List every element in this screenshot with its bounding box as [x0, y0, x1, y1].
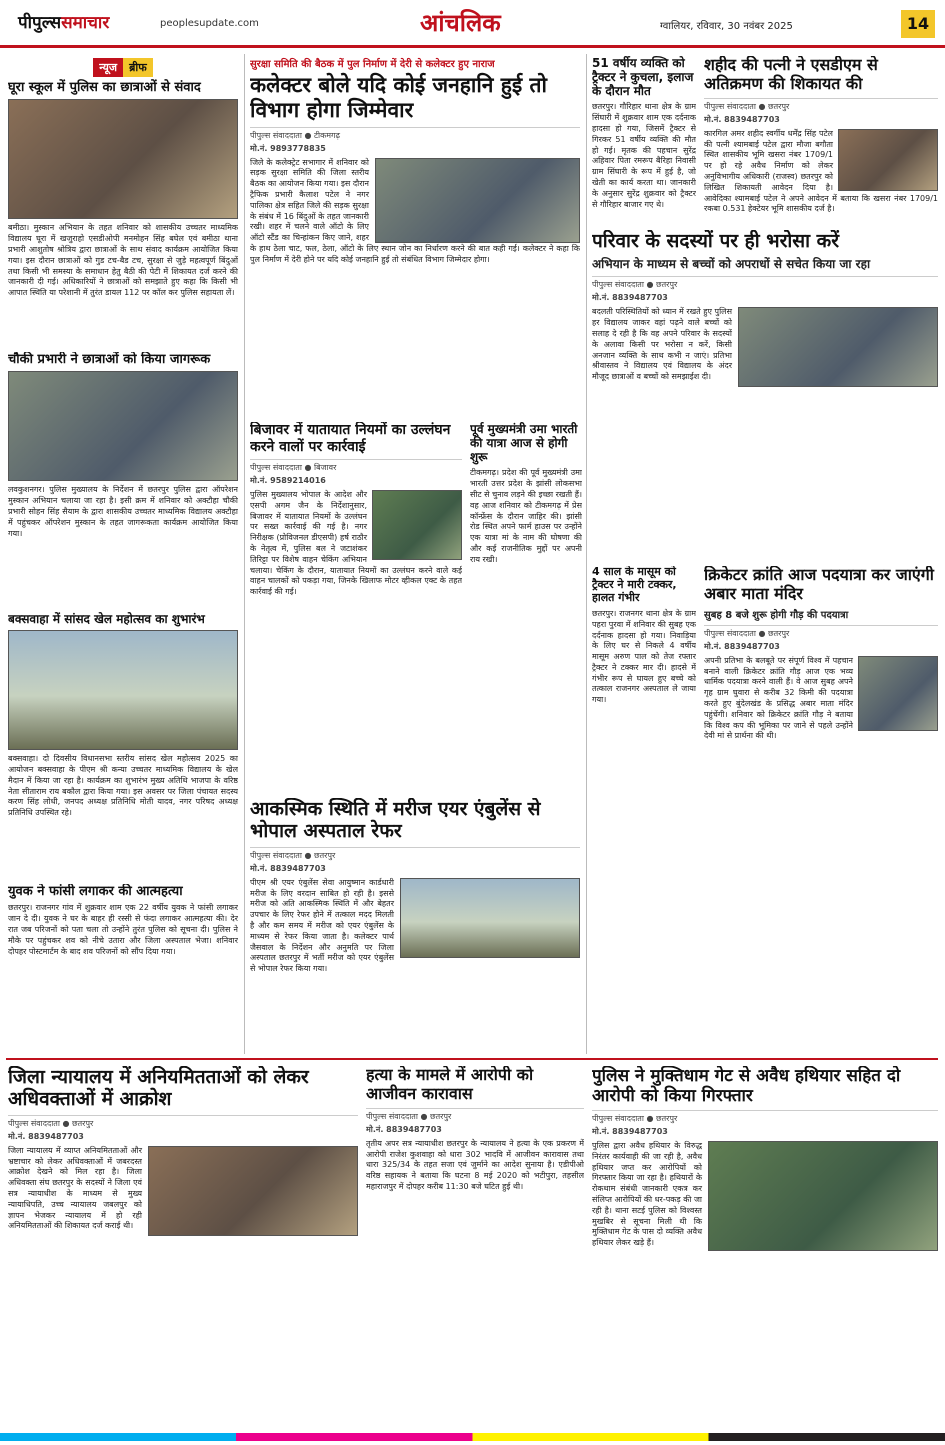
brand-left: पीपुल्स — [18, 13, 62, 33]
brand-right: समाचार — [61, 13, 110, 33]
byline: पीपुल्स संवाददाता ● टीकमगढ़ — [250, 130, 341, 140]
article-baxwaha-khel — [8, 612, 238, 874]
dateline: ग्वालियर, रविवार, 30 नवंबर 2025 — [660, 21, 793, 32]
mobile-number: मो.नं. 8839487703 — [592, 293, 668, 303]
article-body: तृतीय अपर सत्र न्यायाधीश छतरपुर के न्यायालय ने हत्या के एक प्रकरण में आरोपी राजेश कुशवाहा को धारा 302 भादवि में आजीवन कारावास तथा धारा 325/34 के तहत सजा एवं जुर्माने का आदेश सुनाया है। एडीपीओ वरिष्ठ सहायक ने बताया कि घटना 8 मई 2020 को भटीपुरा, तहसील महाराजपुर में दोपहर करीब 11:30 बजे घटित हुई थी। — [366, 1138, 584, 1191]
website-link[interactable]: peoplesupdate.com — [160, 18, 259, 29]
byline: पीपुल्स संवाददाता ● बिजावर — [250, 463, 337, 473]
mobile-number: मो.नं. 9589214016 — [250, 476, 326, 486]
mobile-number: मो.नं. 8839487703 — [592, 1127, 668, 1137]
article-family-trust — [592, 230, 938, 560]
mobile-number: मो.नं. 8839487703 — [366, 1124, 442, 1134]
article-illegal-weapons — [592, 1066, 938, 1426]
kicker: सुरक्षा समिति की बैठक में पुल निर्माण में देरी से कलेक्टर हुए नाराज — [250, 59, 495, 70]
article-collector — [250, 56, 580, 416]
mobile-number: मो.नं. 8839487703 — [8, 1131, 84, 1141]
subheadline: अभियान के माध्यम से बच्चों को अपराधों से सचेत किया जा रहा — [592, 257, 871, 272]
byline: पीपुल्स संवाददाता ● छतरपुर — [704, 628, 790, 638]
subheadline: सुबह 8 बजे शुरू होगी गौड़ की पदयात्रा — [704, 609, 849, 621]
headline[interactable]: पूर्व मुख्यमंत्री उमा भारती की यात्रा आज से होगी शुरू — [470, 422, 578, 465]
byline: पीपुल्स संवाददाता ● छतरपुर — [8, 1118, 94, 1128]
mobile-number: मो.नं. 8839487703 — [704, 114, 780, 124]
headline[interactable]: जिला न्यायालय में अनियमितताओं को लेकर अधिवक्ताओं में आक्रोश — [8, 1066, 309, 1111]
headline[interactable]: घूरा स्कूल में पुलिस का छात्राओं से संवाद — [8, 80, 201, 95]
byline: पीपुल्स संवाददाता ● छतरपुर — [704, 101, 790, 111]
mobile-number: मो.नं. 8839487703 — [704, 641, 780, 651]
article-ghura-school — [8, 56, 238, 342]
section-title: आंचलिक — [420, 9, 501, 37]
article-photo — [375, 158, 580, 243]
byline: पीपुल्स संवाददाता ● छतरपुर — [592, 280, 678, 290]
headline[interactable]: पुलिस ने मुक्तिधाम गेट से अवैध हथियार सहित दो आरोपी को किया गिरफ्तार — [592, 1066, 901, 1107]
article-body: बक्सवाहा। दो दिवसीय विधानसभा स्तरीय सांसद खेल महोत्सव 2025 का आयोजन बक्सवाहा के पीएम श्री कन्या उच्चतर माध्यमिक विद्यालय के खेल मैदान में किया जा रहा है। कार्यक्रम का शुभारंभ मुख्य अतिथि भाजपा के वरिष्ठ नेता सीताराम राय बकौल द्वारा किया गया। इस अवसर पर जिला पंचायत सदस्य करण सिंह लोधी, जनपद अध्यक्ष प्रतिनिधि मोती यादव, नगर परिषद अध्यक्ष प्रतिनिधि उपस्थित रहे। — [8, 754, 238, 818]
byline: पीपुल्स संवाददाता ● छतरपुर — [592, 1114, 678, 1124]
article-murder-sentence — [366, 1066, 584, 1426]
brand-logo[interactable] — [18, 10, 109, 33]
headline[interactable]: बक्सवाहा में सांसद खेल महोत्सव का शुभारंभ — [8, 612, 205, 626]
article-body: बदलती परिस्थितियों को ध्यान में रखते हुए पुलिस हर विद्यालय जाकर वहां पढ़ने वाले बच्चों को सलाह दे रही है कि वह अपने परिवार के सदस्यों के अलावा किसी पर भरोसा न करें, किसी अनजान व्यक्ति के साथ कभी न जाएं। प्रतिभा श्रीवास्तव ने विद्यालय एवं विद्यालय के अंदर मौजूद छात्राओं व बच्चों को समझाईश दी। — [592, 307, 732, 382]
mobile-number: मो.नं. 8839487703 — [250, 863, 326, 873]
byline: पीपुल्स संवाददाता ● छतरपुर — [250, 850, 336, 860]
article-photo — [858, 656, 938, 731]
headline[interactable]: युवक ने फांसी लगाकर की आत्महत्या — [8, 884, 183, 899]
headline[interactable]: आकस्मिक स्थिति में मरीज एयर एंबुलेंस से भोपाल अस्पताल रेफर — [250, 798, 541, 843]
article-air-ambulance — [250, 798, 580, 1054]
article-body: छतरपुर। राजनगर थाना क्षेत्र के ग्राम पहरा पुरवा में शनिवार की सुबह एक दर्दनाक हादसा हो गया। निवाड़िया के लिए घर से निकले 4 वर्षीय मासूम अरुण पाल को तेज रफ्तार ट्रैक्टर ने टक्कर मार दी। हादसे में गंभीर रूप से घायल हुए बच्चे को तत्काल राजनगर अस्पताल ले जाया गया। — [592, 608, 696, 705]
masthead — [0, 0, 945, 48]
mobile-number: मो.नं. 9893778835 — [250, 143, 326, 153]
article-body: कारगिल अमर शहीद स्वर्गीय धर्मेंद्र सिंह पटेल की पत्नी श्यामबाई पटेल द्वारा मौजा बगौता स्थित शासकीय भूमि खसरा नंबर 1709/1 पर हो रहे अवैध निर्माण को लेकर अनुविभागीय अधिकारी (राजस्व) छतरपुर को लिखित शिकायती आवेदन दिया है। आवेदिका श्यामबाई पटेल ने अपने आवेदन में बताया कि खसरा नंबर 1709/1 रकबा 0.531 हेक्टेयर भूमि शासकीय दर्ज है। — [704, 128, 938, 214]
article-body: पीएम श्री एयर एंबुलेंस सेवा आयुष्मान कार्डधारी मरीज के लिए वरदान साबित हो रही है। इससे मरीज को अति आकस्मिक स्थिति में और बेहतर उपचार के लिए रेफर होने में तत्काल मदद मिलती है और कम समय में मरीज को एयर एंबुलेंस के माध्यम से रेफर किया जाता है। कलेक्टर पार्थ जैसवाल के निर्देशन और अनुमति पर जिला अस्पताल छतरपुर में भर्ती मरीज को एयर एंबुलेंस से भोपाल रेफर किया गया। — [250, 877, 394, 974]
article-body: जिले के कलेक्ट्रेट सभागार में शनिवार को सड़क सुरक्षा समिति की जिला स्तरीय बैठक का आयोजन किया गया। इस दौरान ट्रैफिक प्रभारी कैलाश पटेल ने नगर पालिका क्षेत्र सहित जिले की सड़क सुरक्षा के संबंध में 16 बिंदुओं के तहत जानकारी रखी। शहर में चलने वाले ऑटो के लिए ऑटो स्टैंड का चिन्हांकन किए जाने, शहर के हाथ ठेला चाट, फल, ठेला, ऑटो के लिए स्थान जोन का निर्धारण करने की बात कही गई। कलेक्टर ने कहा कि पुल निर्माण में देरी होने पर यदि कोई जनहानि हुई तो संबंधित विभाग जिम्मेदार होगा। — [250, 157, 580, 264]
article-photo — [8, 630, 238, 750]
headline[interactable]: चौकी प्रभारी ने छात्राओं को किया जागरूक — [8, 352, 211, 367]
article-body: पुलिस मुख्यालय भोपाल के आदेश और एसपी अगम जैन के निर्देशानुसार, बिजावर में यातायात नियमों के उल्लंघन पर सख्त कार्रवाई की गई है। नगर निरीक्षक (प्रोविजनल डीएसपी) हर्ष राठौर के नेतृत्व में, पुलिस बल ने जटाशंकर तिरिट्टा पर विशेष वाहन चेकिंग अभियान चलाया। चेकिंग के दौरान, यातायात नियमों का उल्लंघन करने वाले कई वाहन चालकों को पकड़ा गया, जिनके खिलाफ मोटर व्हीकल एक्ट के तहत कार्रवाई की गई। — [250, 490, 462, 597]
article-body: लवकुशनगर। पुलिस मुख्यालय के निर्देशन में छतरपुर पुलिस द्वारा ऑपरेशन मुस्कान अभियान चलाया जा रहा है। इसी क्रम में शनिवार को अक्टौहा चौकी प्रभारी सोहन सिंह सैयाम के द्वारा शासकीय उच्चतर माध्यमिक विद्यालय अक्टौहा में पहुंचकर ऑपरेशन मुस्कान के तहत जागरूकता कार्यक्रम आयोजित किया गया। — [8, 485, 238, 538]
article-photo — [838, 129, 938, 191]
news-brief-label-b: ब्रीफ — [123, 58, 153, 77]
article-body: टीकमगढ़। प्रदेश की पूर्व मुख्यमंत्री उमा भारती उत्तर प्रदेश के झांसी लोकसभा सीट से चुनाव लड़ने की इच्छा रखती हैं। वह आज शनिवार को टीकमगढ़ में प्रेस कॉन्फ्रेंस के दौरान जाहिर की। झांसी रोड स्थित अपने फार्म हाउस पर उन्होंने एक यात्रा मां के नाम की घोषणा की और कई राजनीतिक मुद्दों पर अपनी राय रखी। — [470, 468, 582, 564]
article-photo — [372, 490, 462, 560]
section-rule — [6, 1058, 938, 1060]
headline[interactable]: बिजावर में यातायात नियमों का उल्लंघन करने वालों पर कार्रवाई — [250, 422, 451, 455]
article-photo — [8, 99, 238, 219]
article-uma-bharti — [470, 422, 582, 792]
article-body: छतरपुर। राजनगर गांव में शुक्रवार शाम एक 22 वर्षीय युवक ने फांसी लगाकर जान दे दी। युवक ने घर के बाहर ही रस्सी से फंदा लगाकर आत्महत्या की। देर रात जब परिजनों को पता चला तो उन्होंने तुरंत पुलिस को सूचना दी। पुलिस ने मौके पर पहुंचकर शव को नीचे उतारा और जिला अस्पताल भेजा। शनिवार दोपहर पोस्टमार्टम के बाद शव परिजनों को सौंप दिया गया। — [8, 903, 238, 956]
registration-bar — [0, 1433, 945, 1441]
headline[interactable]: 51 वर्षीय व्यक्ति को ट्रैक्टर ने कुचला, इलाज के दौरान मौत — [592, 56, 694, 99]
article-body: अपनी प्रतिभा के बलबूते पर संपूर्ण विश्व में पहचान बनाने वाली क्रिकेटर क्रांति गौड़ आज एक भव्य धार्मिक पदयात्रा करने वाली हैं। वे आज सुबह अपने गृह ग्राम घुवारा से करीब 32 किमी की पदयात्रा करते हुए बुंदेलखंड के प्रसिद्ध अबार माता मंदिर पहुंचेंगी। शनिवार को क्रिकेटर क्रांति गौड़ ने बताया कि विश्व कप की भूमिका पर जाने से पहले उन्होंने देवी मां से प्रार्थना की थी। — [704, 655, 853, 741]
article-body: छतरपुर। गौरिहार थाना क्षेत्र के ग्राम सिंघारी में शुक्रवार शाम एक दर्दनाक हादसा हो गया, जिसमें ट्रैक्टर से गिरकर 51 वर्षीय व्यक्ति की मौत हो गई। मृतक की पहचान सुरेंद्र अहिवार पिता रमरूप बैरिहा निवासी ग्राम सिंघारी के रूप में हुई है, जो खेती का कार्य करता था। जानकारी के अनुसार सुरेंद्र शुक्रवार को ट्रैक्टर से गौरिहार बाजार गए थे। — [592, 102, 696, 209]
headline[interactable]: शहीद की पत्नी ने एसडीएम से अतिक्रमण की शिकायत की — [704, 56, 878, 93]
headline[interactable]: क्रिकेटर क्रांति आज पदयात्रा कर जाएंगी अबार माता मंदिर — [704, 566, 934, 603]
article-photo — [708, 1141, 938, 1251]
article-kranti-gaud — [704, 566, 938, 1054]
byline: पीपुल्स संवाददाता ● छतरपुर — [366, 1111, 452, 1121]
article-photo — [148, 1146, 358, 1236]
article-photo — [400, 878, 580, 958]
article-body: बमीठा। मुस्कान अभियान के तहत शनिवार को शासकीय उच्चतर माध्यमिक विद्यालय घूरा में खजुराहो एसडीओपी मनमोहन सिंह बघेल एवं बमीठा थाना प्रभारी आशुतोष श्रोत्रिय द्वारा छात्राओं के साथ संवाद कार्यक्रम आयोजित किया गया। इस दौरान छात्राओं को गुड टच-बैड टच, सुरक्षा से जुड़े महत्वपूर्ण बिंदुओं तथा किसी भी समस्या के समाधान हेतु बैठी की पेटी में शिकायत दर्ज करने की जानकारी दी गई। अधिकारियों ने छात्राओं को समझाते हुए कहा कि किसी भी आपात स्थिति या परेशानी में तुरंत डायल 112 पर कॉल कर पुलिस सहायता लें। — [8, 223, 238, 298]
article-body: जिला न्यायालय में व्याप्त अनियमितताओं और भ्रष्टाचार को लेकर अधिवक्ताओं में जबरदस्त आक्रोश देखने को मिल रहा है। जिला अधिवक्ता संघ छतरपुर के सदस्यों ने जिला एवं सत्र न्यायाधीश के माध्यम से मुख्य न्यायाधिपति, उच्च न्यायालय जबलपुर को ज्ञापन भेजकर न्यायालय में हो रही अनियमितताओं की शिकायत दर्ज कराई थी। — [8, 1145, 142, 1231]
headline[interactable]: परिवार के सदस्यों पर ही भरोसा करें — [592, 230, 840, 252]
article-chowki-prabhari — [8, 352, 238, 602]
article-photo — [8, 371, 238, 481]
column-rule — [244, 54, 245, 1054]
article-child-tractor — [592, 566, 696, 1054]
column-rule — [586, 54, 587, 1054]
article-photo — [738, 307, 938, 387]
article-bijawar-traffic — [250, 422, 462, 792]
headline[interactable]: हत्या के मामले में आरोपी को आजीवन कारावास — [366, 1066, 534, 1103]
headline[interactable]: कलेक्टर बोले यदि कोई जनहानि हुई तो विभाग होगा जिम्मेवार — [250, 73, 547, 122]
article-court-advocates — [8, 1066, 358, 1426]
page-number: 14 — [901, 10, 935, 38]
news-brief-label-a: न्यूज — [93, 58, 123, 77]
article-youth-suicide — [8, 884, 238, 1054]
headline[interactable]: 4 साल के मासूम को ट्रैक्टर ने मारी टक्कर, हालत गंभीर — [592, 566, 677, 604]
article-body: पुलिस द्वारा अवैध हथियार के विरुद्ध निरंतर कार्यवाही की जा रही है, अवैध हथियार जप्त कर आरोपियों को गिरफ्तार किया जा रहा है। हथियारों के रोकथाम संबंधी जानकारी एकत्र कर संलिप्त आरोपियों की धर-पकड़ की जा रही है। थाना सटई पुलिस को विश्वस्त मुखबिर से सूचना मिली थी कि मुक्तिधाम गेट के पास दो व्यक्ति अवैध हथियार लेकर खड़े हैं। — [592, 1141, 702, 1248]
